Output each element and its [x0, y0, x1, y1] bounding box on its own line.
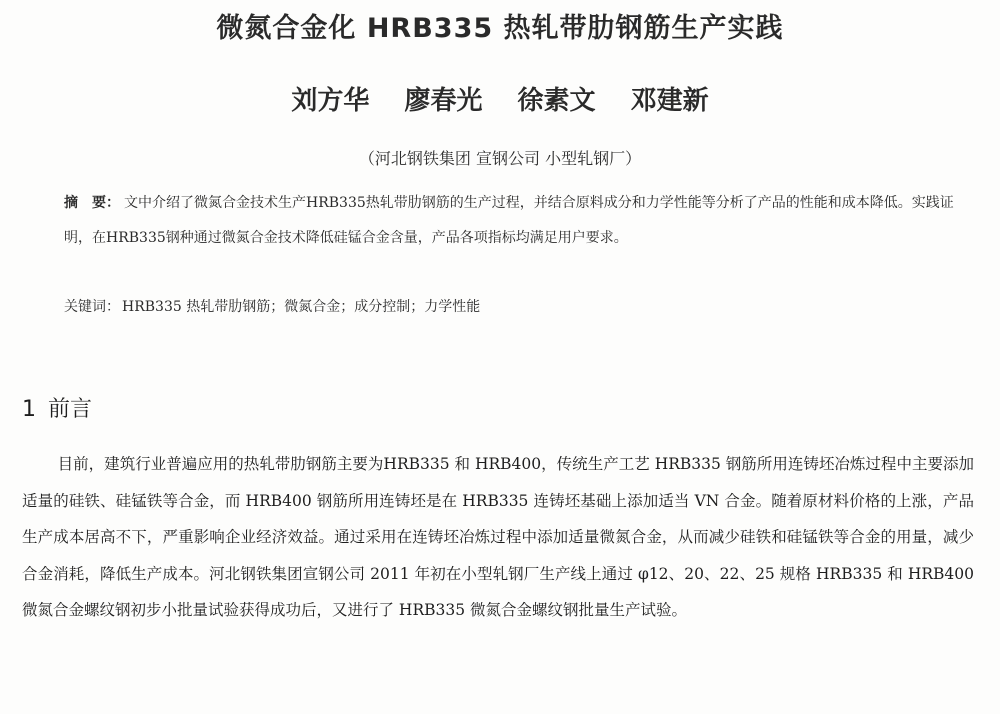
- author-list: [0, 80, 1000, 117]
- author-name: 廖春光: [404, 86, 483, 116]
- section-number: 1: [22, 397, 36, 422]
- author-name: 徐素文: [517, 86, 596, 116]
- paper-title: 微氮合金化 HRB335 热轧带肋钢筋生产实践: [216, 13, 784, 44]
- author-affiliation: （河北钢铁集团 宣钢公司 小型轧钢厂）: [358, 149, 642, 168]
- abstract-label: 摘 要：: [64, 195, 120, 211]
- keywords-text: HRB335 热轧带肋钢筋；微氮合金；成分控制；力学性能: [122, 299, 481, 315]
- keywords: [64, 296, 974, 316]
- abstract: [64, 186, 974, 256]
- abstract-text: 文中介绍了微氮合金技术生产HRB335热轧带肋钢筋的生产过程，并结合原料成分和力学性能等分析了产品的性能和成本降低。实践证明，在HRB335钢种通过微氮合金技术降低硅锰合金含量，产品各项指标均满足用户要求。: [64, 195, 954, 246]
- keywords-label: 关键词：: [64, 299, 120, 315]
- author-name: 邓建新: [630, 86, 709, 116]
- author-name: 刘方华: [291, 86, 370, 116]
- section-title: 前言: [48, 397, 93, 422]
- section-paragraph: 目前，建筑行业普遍应用的热轧带肋钢筋主要为HRB335 和 HRB400，传统生产工艺 HRB335 钢筋所用连铸坯冶炼过程中主要添加适量的硅铁、硅锰铁等合金，而 HRB400 钢筋所用连铸坯是在 HRB335 连铸坯基础上添加适当 VN 合金。随着原材料价格的上涨，产品生产成本居高不下，严重影响企业经济效益。通过采用在连铸坯冶炼过程中添加适量微氮合金，从而减少硅铁和硅锰铁等合金的用量，减少合金消耗，降低生产成本。河北钢铁集团宣钢公司 2011 年初在小型轧钢厂生产线上通过 φ12、20、22、25 规格 HRB335 和 HRB400 微氮合金螺纹钢初步小批量试验获得成功后，又进行了 HRB335 微氮合金螺纹钢批量生产试验。: [22, 455, 974, 619]
- section-heading: [22, 392, 92, 423]
